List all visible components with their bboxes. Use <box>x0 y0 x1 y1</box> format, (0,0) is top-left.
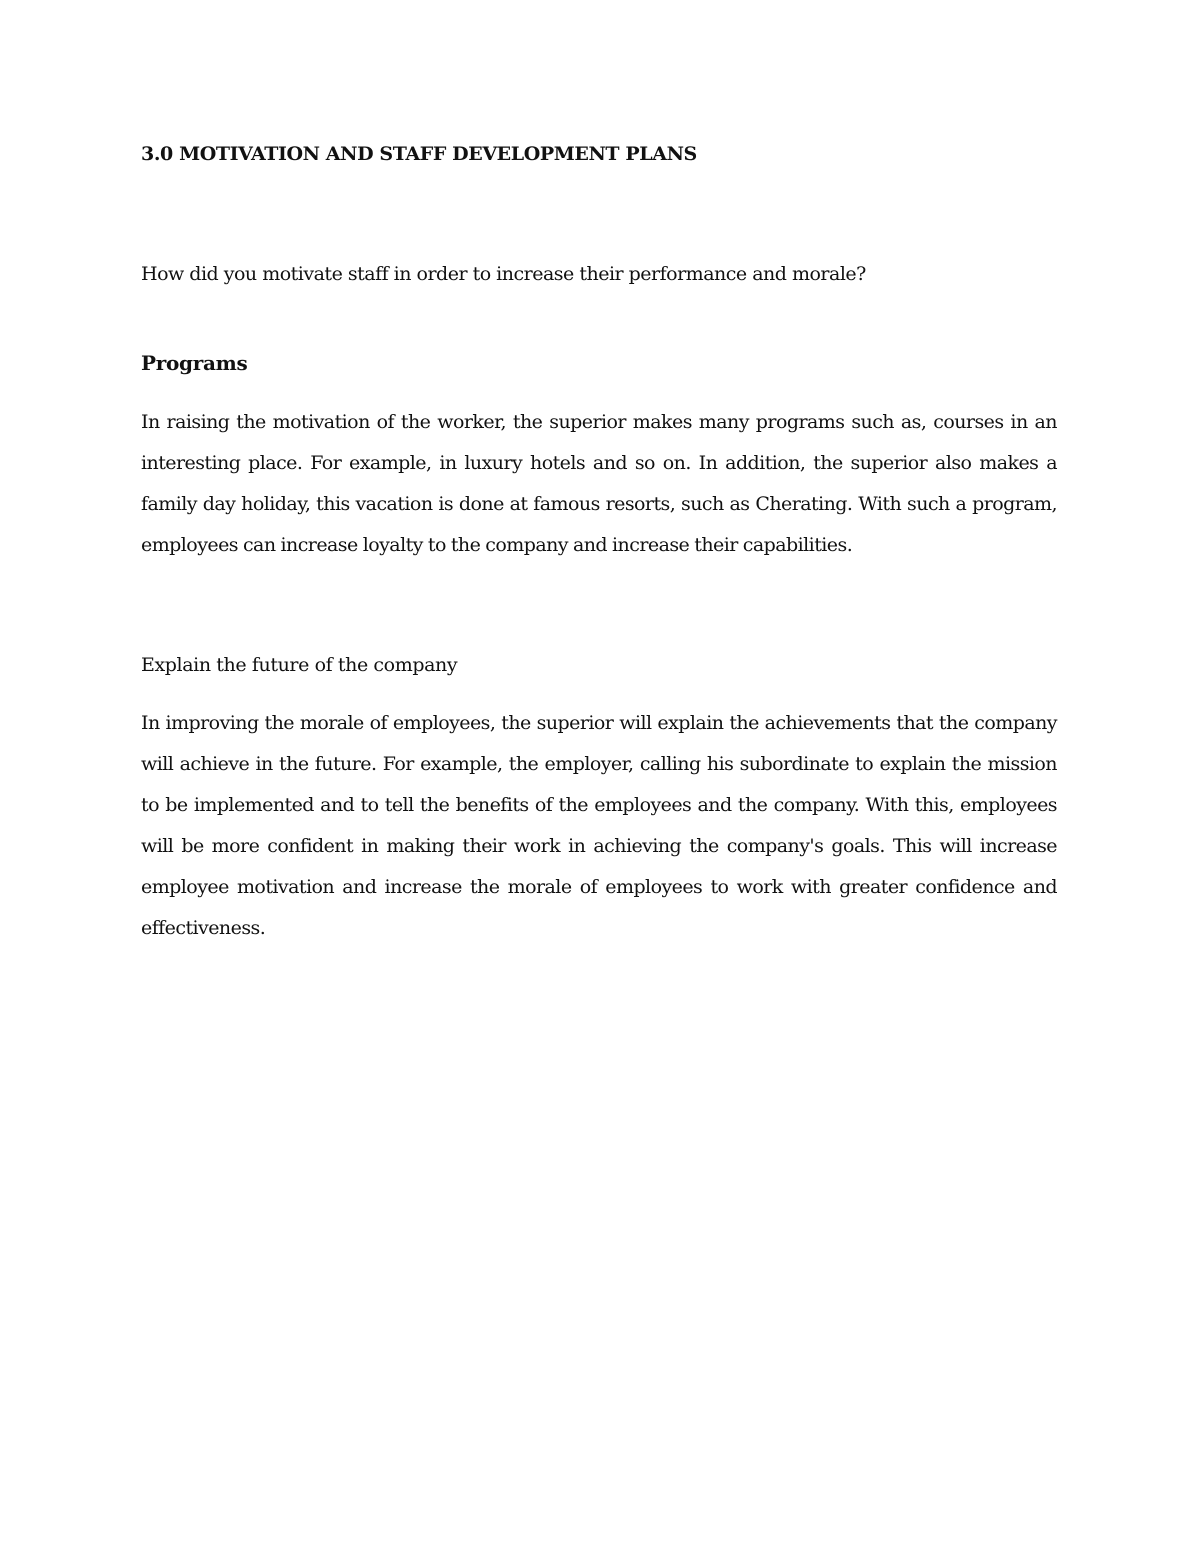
programs-paragraph: In raising the motivation of the worker, the superior makes many programs such as, courses in an interesting place. For example, in luxury hotels and so on. In addition, the superior also makes a family day holiday, this vacation is done at famous resorts, such as Cherating. With such a program, employees can increase loyalty to the company and increase their capabilities. <box>141 411 1057 556</box>
section-heading: 3.0 MOTIVATION AND STAFF DEVELOPMENT PLANS <box>141 143 697 165</box>
future-heading: Explain the future of the company <box>141 654 458 676</box>
question-text: How did you motivate staff in order to increase their performance and morale? <box>141 263 866 285</box>
future-paragraph: In improving the morale of employees, the superior will explain the achievements that the company will achieve in the future. For example, the employer, calling his subordinate to explain the mission to be implemented and to tell the benefits of the employees and the company. With this, employees will be more confident in making their work in achieving the company's goals. This will increase employee motivation and increase the morale of employees to work with greater confidence and effectiveness. <box>141 712 1057 939</box>
programs-heading: Programs <box>141 351 248 375</box>
